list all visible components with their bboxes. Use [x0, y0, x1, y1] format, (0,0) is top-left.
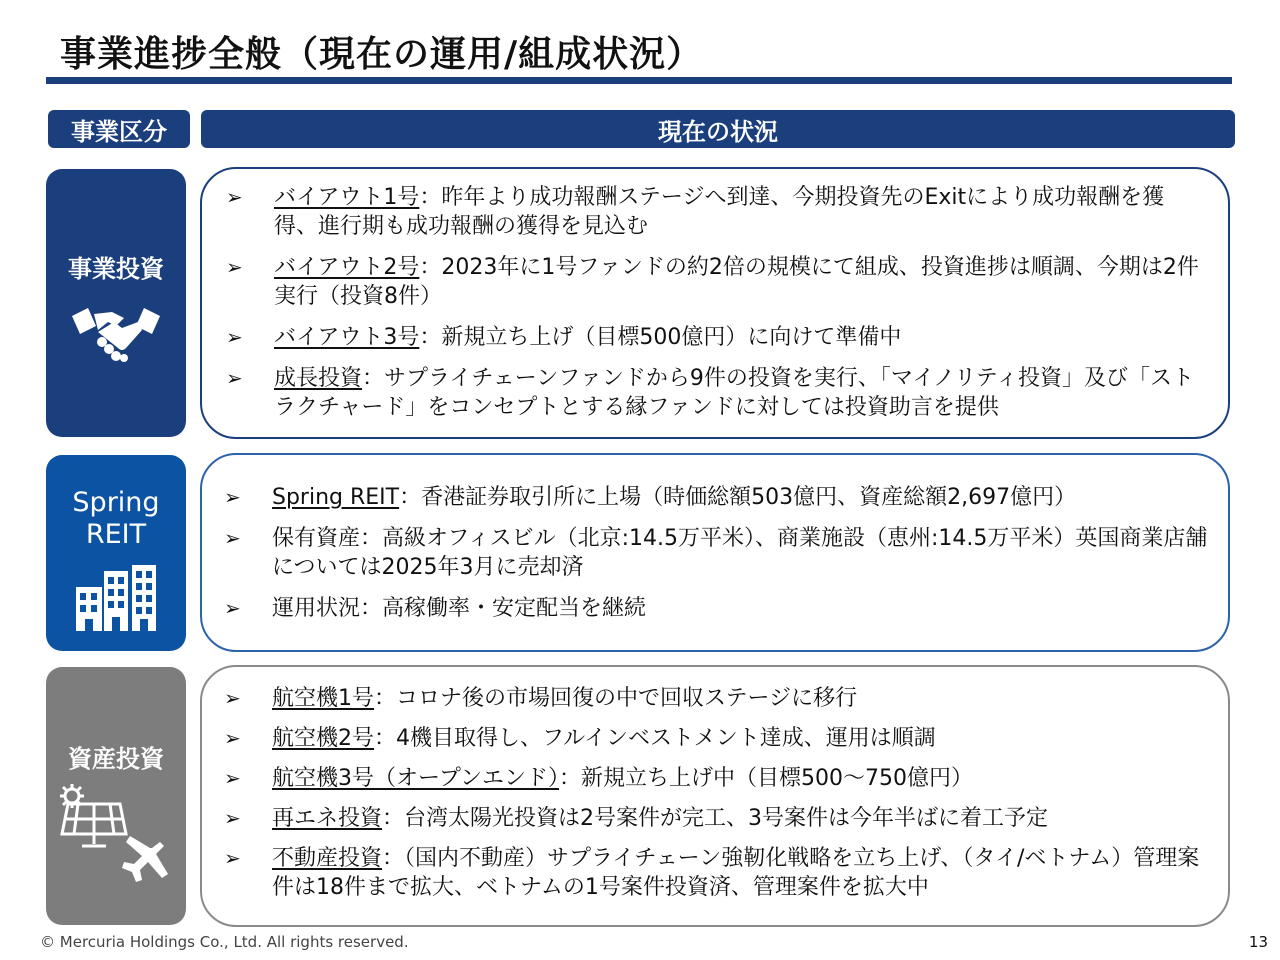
list-item [224, 844, 1208, 902]
list-item [224, 724, 1208, 753]
bullet-arrow-icon: ➢ [226, 366, 243, 390]
bullet-arrow-icon: ➢ [224, 526, 241, 550]
bullet-arrow-icon: ➢ [224, 596, 241, 620]
category-asset-investment [46, 667, 186, 925]
item-text: 運用状況：高稼働率・安定配当を継続 [272, 596, 647, 621]
item-list [226, 183, 1208, 434]
item-list [224, 684, 1208, 913]
item-text: ：4機目取得し、フルインベストメント達成、運用は順調 [374, 726, 936, 751]
item-text: ：コロナ後の市場回復の中で回収ステージに移行 [374, 686, 858, 711]
item-text: ：台湾太陽光投資は2号案件が完工、3号案件は今年半ばに着工予定 [382, 806, 1049, 831]
bullet-arrow-icon: ➢ [224, 806, 241, 830]
bullet-arrow-icon: ➢ [224, 846, 241, 870]
item-text: ：香港証券取引所に上場（時価総額503億円、資産総額2,697億円） [399, 485, 1077, 510]
list-item [226, 364, 1208, 422]
item-text: ：昨年より成功報酬ステージへ到達、今期投資先のExitにより成功報酬を獲得、進行期も成功報酬の獲得を見込む [274, 185, 1165, 239]
category-spring-reit [46, 455, 186, 651]
item-text: ：（国内不動産）サプライチェーン強靭化戦略を立ち上げ、（タイ/ベトナム）管理案件は18件まで拡大、ベトナムの1号案件投資済、管理案件を拡大中 [272, 846, 1200, 900]
list-item [226, 183, 1208, 241]
item-term: 航空機3号（オープンエンド） [272, 766, 560, 791]
copyright-footer: © Mercuria Holdings Co., Ltd. All rights reserved. [40, 933, 409, 951]
status-box-business-investment [200, 167, 1230, 439]
category-label-line2: REIT [85, 519, 147, 550]
list-item [224, 764, 1208, 793]
item-text: ：新規立ち上げ（目標500億円）に向けて準備中 [419, 325, 902, 350]
category-label [72, 487, 159, 551]
page-title: 事業進捗全般（現在の運用/組成状況） [60, 34, 704, 75]
list-item [224, 524, 1208, 582]
bullet-arrow-icon: ➢ [224, 686, 241, 710]
bullet-arrow-icon: ➢ [224, 766, 241, 790]
item-term: 航空機2号 [272, 726, 374, 751]
category-business-investment [46, 169, 186, 437]
item-text: ：サプライチェーンファンドから9件の投資を実行、「マイノリティ投資」及び「ストラクチャード」をコンセプトとする縁ファンドに対しては投資助言を提供 [274, 366, 1194, 420]
header-status: 現在の状況 [201, 110, 1235, 148]
item-term: バイアウト2号 [274, 255, 420, 280]
item-term: 不動産投資 [272, 846, 383, 871]
bullet-arrow-icon: ➢ [224, 726, 241, 750]
title-underline [46, 77, 1232, 84]
item-text: ：新規立ち上げ中（目標500～750億円） [559, 766, 974, 791]
list-item [226, 253, 1208, 311]
buildings-icon [74, 565, 158, 631]
status-box-asset-investment [200, 665, 1230, 927]
page-number: 13 [1248, 933, 1268, 951]
list-item [224, 594, 1208, 623]
item-term: 成長投資 [274, 366, 363, 391]
list-item [224, 804, 1208, 833]
bullet-arrow-icon: ➢ [226, 255, 243, 279]
item-term: 再エネ投資 [272, 806, 383, 831]
list-item [224, 483, 1208, 512]
item-text: 保有資産：高級オフィスビル（北京:14.5万平米）、商業施設（恵州:14.5万平米）英国商業店舗については2025年3月に売却済 [272, 526, 1208, 580]
handshake-icon [68, 302, 164, 366]
category-label: 資産投資 [68, 745, 164, 773]
category-label: 事業投資 [68, 255, 164, 283]
item-term: Spring REIT [272, 485, 400, 510]
solar-panel-airplane-icon [56, 782, 176, 892]
bullet-arrow-icon: ➢ [226, 185, 243, 209]
header-category: 事業区分 [48, 110, 190, 148]
bullet-arrow-icon: ➢ [226, 325, 243, 349]
category-label-line1: Spring [72, 487, 160, 518]
item-term: 航空機1号 [272, 686, 374, 711]
status-box-spring-reit [200, 453, 1230, 652]
item-list [224, 483, 1208, 635]
item-text: ：2023年に1号ファンドの約2倍の規模にて組成、投資進捗は順調、今期は2件実行（投資8件） [274, 255, 1199, 309]
item-term: バイアウト3号 [274, 325, 420, 350]
list-item [224, 684, 1208, 713]
list-item [226, 323, 1208, 352]
item-term: バイアウト1号 [274, 185, 420, 210]
bullet-arrow-icon: ➢ [224, 485, 241, 509]
